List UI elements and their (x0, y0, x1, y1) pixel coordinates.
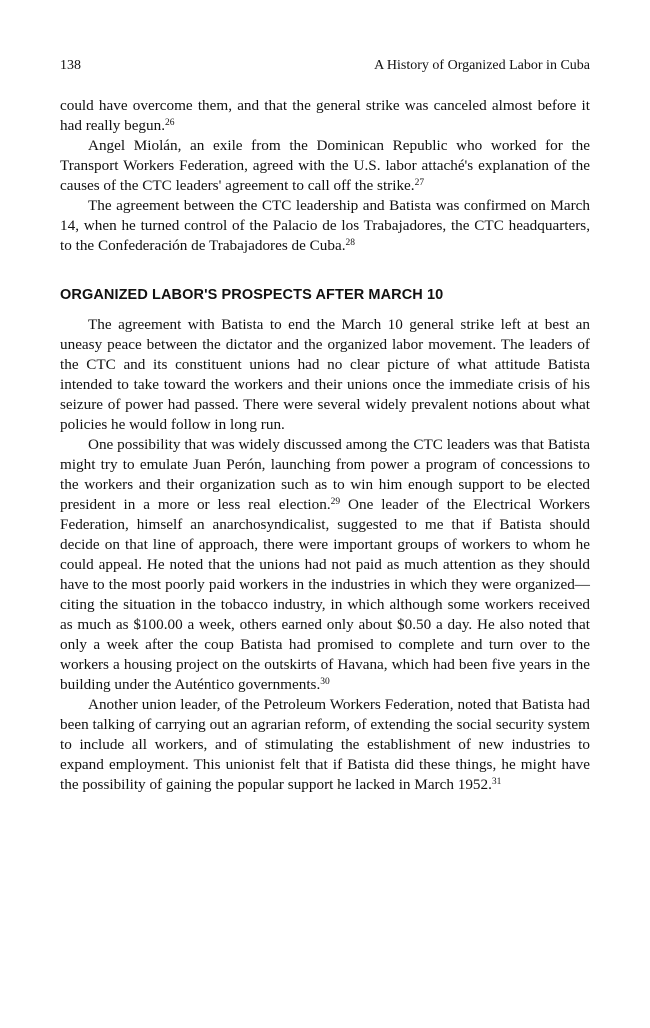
footnote-ref-27[interactable]: 27 (414, 178, 425, 188)
running-head (60, 58, 590, 78)
footnote-ref-26[interactable]: 26 (165, 118, 175, 128)
paragraph-text: The agreement with Batista to end the March 10 general strike left at best an uneasy peace between the dictator and the organized labor movement. The leaders of the CTC and its constituent unions had no clear picture of what attitude Batista intended to take toward the workers and their unions once the immediate crisis of his seizure of power had passed. There were several widely prevalent notions about what policies he would follow in long run. (60, 316, 590, 433)
footnote-ref-30[interactable]: 30 (320, 677, 330, 687)
body-text (60, 96, 590, 795)
paragraph-text: Another union leader, of the Petroleum Workers Federation, noted that Batista had been talking of carrying out an agrarian reform, of extending the social security system to include all workers, and of stimulating the establishment of new industries to expand employment. This unionist felt that if Batista did these things, he might have the possibility of gaining the popular support he lacked in March 1952. (60, 696, 590, 793)
paragraph-3 (60, 196, 590, 256)
running-title: A History of Organized Labor in Cuba (374, 58, 590, 73)
paragraph-text: One leader of the Electrical Workers Federation, himself an anarchosyndicalist, suggested to me that if Batista should decide on that line of approach, there were important groups of workers to whom he could appeal. He noted that the unions had not paid as much attention as they should have to the most poorly paid workers in the industries in which they were organized—citing the situation in the tobacco industry, in which although some workers received as much as $100.00 a week, others earned only about $0.50 a day. He also noted that only a week after the coup Batista had promised to complete and turn over to the workers a housing project on the outskirts of Havana, which had been five years in the building under the Auténtico governments. (60, 496, 590, 693)
paragraph-5 (60, 435, 590, 695)
paragraph-text: could have overcome them, and that the general strike was canceled almost before it had really begun. (60, 97, 590, 134)
paragraph-text: The agreement between the CTC leadership and Batista was confirmed on March 14, when he turned control of the Palacio de los Trabajadores, the CTC headquarters, to the Confederación de Trabajadores de Cuba. (60, 197, 590, 254)
footnote-ref-29[interactable]: 29 (330, 497, 341, 507)
paragraph-6 (60, 695, 590, 795)
page-number: 138 (60, 58, 81, 73)
paragraph-2 (60, 136, 590, 196)
paragraph-1 (60, 96, 590, 136)
footnote-ref-28[interactable]: 28 (345, 238, 356, 248)
paragraph-text: Angel Miolán, an exile from the Dominican Republic who worked for the Transport Workers Federation, agreed with the U.S. labor attaché's explanation of the causes of the CTC leaders' agreement to call off the strike. (60, 137, 590, 194)
section-heading: ORGANIZED LABOR'S PROSPECTS AFTER MARCH 10 (60, 287, 444, 303)
paragraph-text: One possibility that was widely discussed among the CTC leaders was that Batista might try to emulate Juan Perón, launching from power a program of concessions to the workers and their organization such as to win him enough support to be elected president in a more or less real election. (60, 436, 590, 513)
paragraph-4 (60, 315, 590, 435)
footnote-ref-31[interactable]: 31 (491, 777, 502, 787)
